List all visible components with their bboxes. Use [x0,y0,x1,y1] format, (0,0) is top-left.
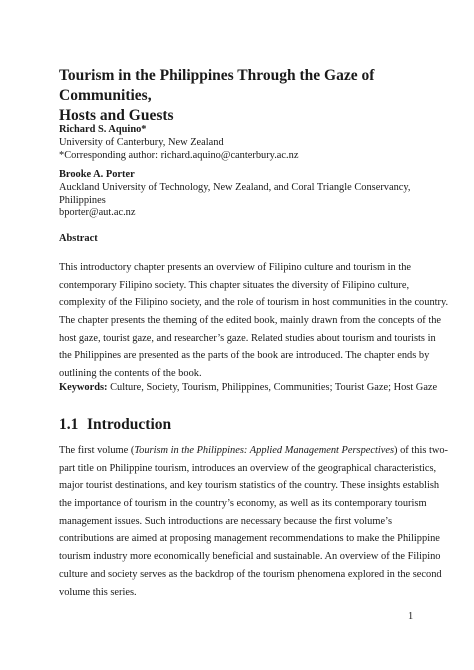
author-email: bporter@aut.ac.nz [59,207,136,219]
section-number: 1.1 [59,416,79,433]
abstract-heading: Abstract [59,233,98,244]
page-number: 1 [408,611,414,622]
title-line: Hosts and Guests [59,107,174,124]
intro-body [59,442,449,601]
abstract-line: The chapter presents the theming of the edited book, mainly drawn from the concepts of the [59,315,442,327]
keywords [59,382,437,393]
keywords-text: Culture, Society, Tourism, Philippines, Communities; Tourist Gaze; Host Gaze [107,382,438,393]
abstract-line: host gaze, tourist gaze, and researcher’s gaze. Related studies about tourism and tourists in [59,332,436,344]
intro-text: The first volume ( [59,445,135,456]
title-line: Tourism in the Philippines Through the Gaze of Communities, [59,67,375,104]
abstract-line: outlining the contents of the book. [59,368,202,380]
author-block-1 [59,124,429,162]
intro-line: volume this series. [59,586,137,598]
abstract-line: This introductory chapter presents an overview of Filipino culture and tourism in the [59,262,412,273]
keywords-label: Keywords: [59,382,108,393]
book-title-italic: Tourism in the Philippines: Applied Management Perspectives [134,445,395,456]
abstract-line: contemporary Filipino society. This chapter situates the diversity of Filipino culture, [59,279,410,291]
intro-line: contributions are aimed at proposing management recommendations to make the Philippine [59,533,440,545]
intro-line: tourism industry more economically beneficial and sustainable. An overview of the Filipino [59,551,441,563]
author-block-2 [59,169,429,220]
section-heading [59,416,171,434]
intro-line: management issues. Such introductions are necessary because the first volume’s [59,515,392,527]
author-name: Brooke A. Porter [59,169,135,180]
abstract-line: the Philippines are presented as the parts of the book are introduced. The chapter ends by [59,350,430,362]
intro-line: part title on Philippine tourism, introduces an overview of the geographical characteristics, [59,462,437,474]
intro-line: culture and society serves as the backdrop of the tourism phenomena explored in the second [59,568,442,580]
author-affiliation: University of Canterbury, New Zealand [59,136,224,148]
author-affiliation: Philippines [59,194,106,206]
abstract-line: complexity of the Filipino society, and the role of tourism in host communities in the country. [59,297,449,309]
intro-text: ) of this two- [394,445,449,456]
section-title: Introduction [87,416,172,433]
corresponding-author: *Corresponding author: richard.aquino@canterbury.ac.nz [59,149,299,161]
intro-line [59,442,449,460]
abstract-body [59,259,449,383]
author-affiliation: Auckland University of Technology, New Zealand, and Coral Triangle Conservancy, [59,181,411,193]
intro-line: the importance of tourism in the country’s economy, as well as its contemporary tourism [59,498,427,510]
intro-line: major tourist destinations, and key tourism statistics of the country. These insights establish [59,480,440,492]
paper-title [59,66,439,126]
author-name: Richard S. Aquino* [59,124,147,135]
